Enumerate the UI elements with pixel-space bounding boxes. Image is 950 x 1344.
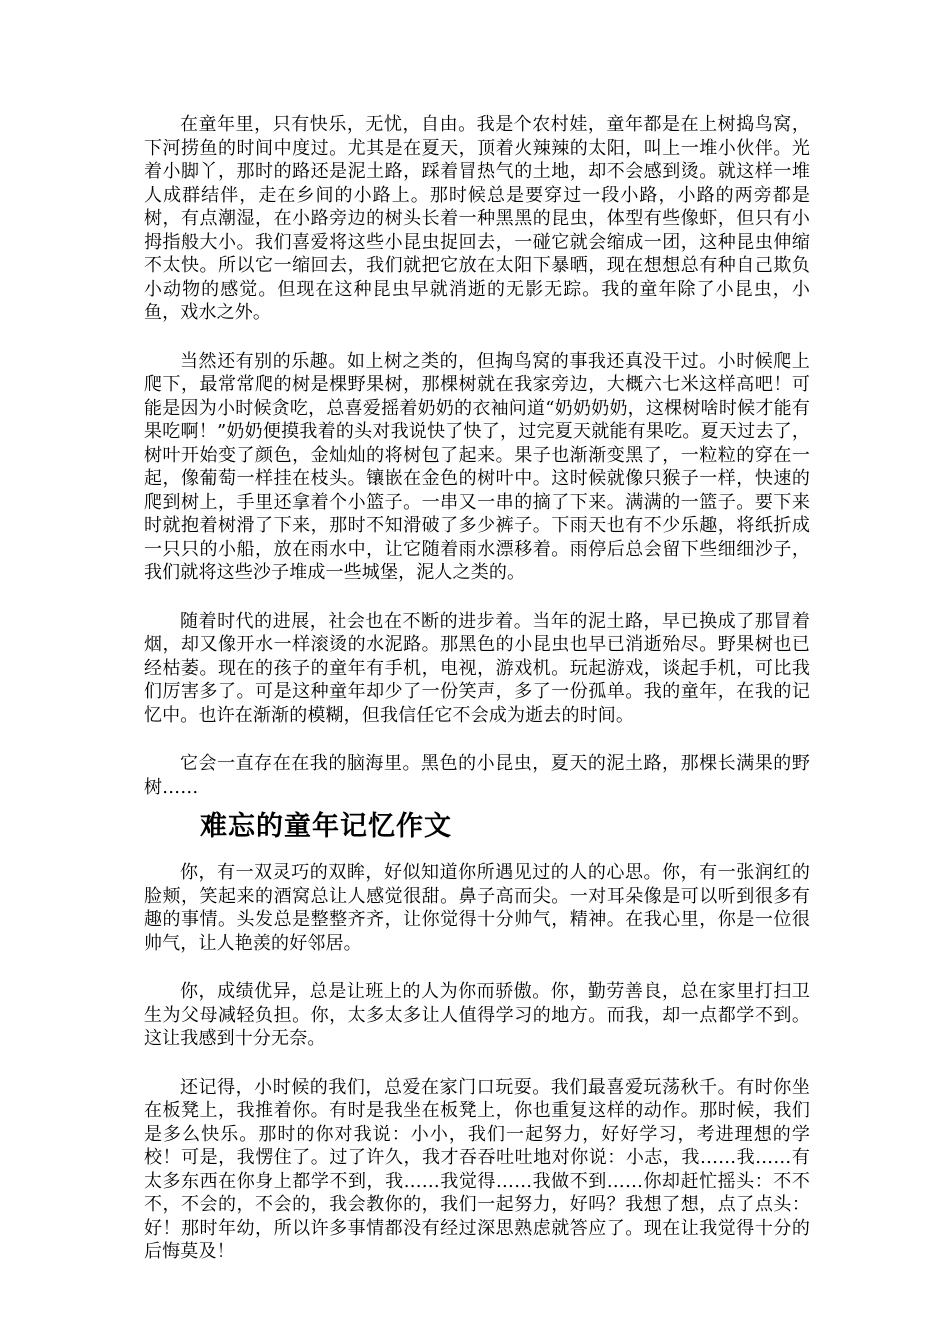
essay1-paragraph-3: 随着时代的进展，社会也在不断的进步着。当年的泥土路，早已换成了那冒着烟，却又像开水一样滚烫的水泥路。那黑色的小昆虫也早已消逝殆尽。野果树也已经枯萎。现在的孩子的童年有手机，电视，游戏机。玩起游戏，谈起手机，可比我们厉害多了。可是这种童年却少了一份笑声，多了一份孤单。我的童年，在我的记忆中。也许在渐渐的模糊，但我信任它不会成为逝去的时间。 — [144, 610, 810, 726]
essay1-paragraph-2: 当然还有别的乐趣。如上树之类的，但掏鸟窝的事我还真没干过。小时候爬上爬下，最常常爬的树是棵野果树，那棵树就在我家旁边，大概六七米这样高吧！可能是因为小时候贪吃，总喜爱摇着奶奶的衣袖问道“奶奶奶奶，这棵树啥时候才能有果吃啊！”奶奶便摸我着的头对我说快了快了，过完夏天就能有果吃。夏天过去了，树叶开始变了颜色，金灿灿的将树包了起来。果子也渐渐变黑了，一粒粒的穿在一起，像葡萄一样挂在枝头。镶嵌在金色的树叶中。这时候就像只猴子一样，快速的爬到树上，手里还拿着个小篮子。一串又一串的摘了下来。满满的一篮子。要下来时就抱着树滑了下来，那时不知滑破了多少裤子。下雨天也有不少乐趣，将纸折成一只只的小船，放在雨水中，让它随着雨水漂移着。雨停后总会留下些细细沙子，我们就将这些沙子堆成一些城堡，泥人之类的。 — [144, 350, 810, 583]
paragraph-spacer — [144, 727, 810, 752]
essay2-title: 难忘的童年记忆作文 — [200, 811, 452, 842]
paragraph-spacer — [144, 585, 810, 610]
essay2-paragraph-3: 还记得，小时候的我们，总爱在家门口玩耍。我们最喜爱玩荡秋千。有时你坐在板凳上，我推着你。有时是我坐在板凳上，你也重复这样的动作。那时候，我们是多么快乐。那时的你对我说：小小，我们一起努力，好好学习，考进理想的学校！可是，我愣住了。过了许久，我才吞吞吐吐地对你说：小志，我……我……有太多东西在你身上都学不到，我……我觉得……我做不到……你却赶忙摇头：不不不，不会的，不会的，我会教你的，我们一起努力，好吗？我想了想，点了点头：好！那时年幼，所以许多事情都没有经过深思熟虑就答应了。现在让我觉得十分的后悔莫及！ — [144, 1076, 810, 1262]
paragraph-spacer — [144, 955, 810, 980]
essay2-paragraph-1: 你，有一双灵巧的双眸，好似知道你所遇见过的人的心思。你，有一张润红的脸颊，笑起来的酒窝总让人感觉很甜。鼻子高而尖。一对耳朵像是可以听到很多有趣的事情。头发总是整整齐齐，让你觉得十分帅气，精神。在我心里，你是一位很帅气，让人艳羡的好邻居。 — [144, 862, 810, 954]
paragraph-spacer — [144, 1051, 810, 1076]
essay1-paragraph-4: 它会一直存在在我的脑海里。黑色的小昆虫，夏天的泥土路，那棵长满果的野树…… — [144, 753, 810, 798]
essay1-paragraph-1: 在童年里，只有快乐，无忧，自由。我是个农村娃，童年都是在上树捣鸟窝，下河捞鱼的时间中度过。尤其是在夏天，顶着火辣辣的太阳，叫上一堆小伙伴。光着小脚丫，那时的路还是泥土路，踩着冒热气的土地，却不会感到烫。就这样一堆人成群结伴，走在乡间的小路上。那时候总是要穿过一段小路，小路的两旁都是树，有点潮湿，在小路旁边的树头长着一种黑黑的昆虫，体型有些像虾，但只有小拇指般大小。我们喜爱将这些小昆虫捉回去，一碰它就会缩成一团，这种昆虫伸缩不太快。所以它一缩回去，我们就把它放在太阳下暴晒，现在想想总有种自己欺负小动物的感觉。但现在这种昆虫早就消逝的无影无踪。我的童年除了小昆虫，小鱼，戏水之外。 — [144, 114, 810, 323]
document-page — [144, 113, 810, 1264]
essay2-paragraph-2: 你，成绩优异，总是让班上的人为你而骄傲。你，勤劳善良，总在家里打扫卫生为父母减轻负担。你，太多太多让人值得学习的地方。而我，却一点都学不到。这让我感到十分无奈。 — [144, 981, 810, 1049]
paragraph-spacer — [144, 325, 810, 350]
